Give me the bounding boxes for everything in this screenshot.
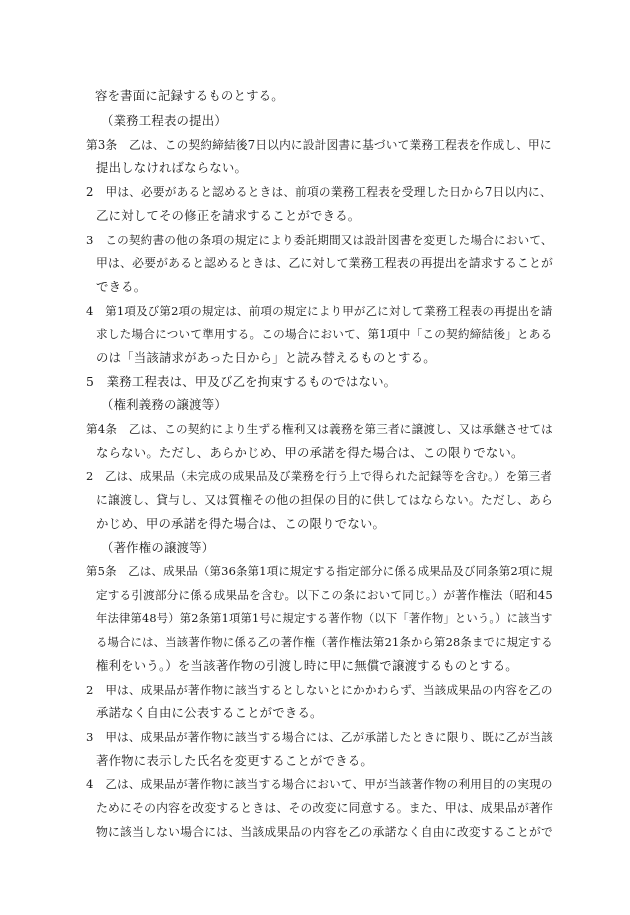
text-line: 容を書面に記録するものとする。	[95, 88, 284, 103]
text-line: 定する引渡部分に係る成果品を含む。以下この条において同じ。）が著作権法（昭和45	[96, 588, 553, 602]
clause-line: 2 乙は、成果品（未完成の成果品及び業務を行う上で得られた記録等を含む。）を第三者	[86, 469, 552, 483]
text-line: のは「当該請求があった日から」と読み替えるものとする。	[96, 350, 436, 365]
text-line: ならない。ただし、あらかじめ、甲の承諾を得た場合は、この限りでない。	[96, 445, 524, 460]
clause-line: 4 乙は、成果品が著作物に該当する場合において、甲が当該著作物の利用目的の実現の	[86, 777, 553, 791]
clause-line: 3 この契約書の他の条項の規定により委託期間又は設計図書を変更した場合において、	[86, 233, 553, 247]
text-line: 著作物に表示した氏名を変更することができる。	[96, 753, 373, 768]
text-line: 求した場合について準用する。この場合において、第1項中「この契約締結後」とある	[96, 327, 553, 341]
text-line: できる。	[96, 279, 147, 294]
article-line: 第5条 乙は、成果品（第36条第1項に規定する指定部分に係る成果品及び同条第2項に規	[86, 564, 553, 578]
text-line: る場合には、当該著作物に係る乙の著作権（著作権法第21条から第28条までに規定する	[96, 635, 553, 649]
section-heading: （権利義務の譲渡等）	[101, 397, 227, 412]
section-heading: （業務工程表の提出）	[101, 113, 227, 128]
text-line: 年法律第48号）第2条第1項第1号に規定する著作物（以下「著作物」という。）に該当す	[96, 612, 553, 625]
text-line: 物に該当しない場合には、当該成果品の内容を乙の承諾なく自由に改変することがで	[96, 825, 554, 839]
clause-line: 5 業務工程表は、甲及び乙を拘束するものではない。	[86, 374, 397, 389]
clause-line: 2 甲は、必要があると認めるときは、前項の業務工程表を受理した日から7日以内に、	[86, 185, 552, 199]
text-line: に譲渡し、貸与し、又は質権その他の担保の目的に供してはならない。ただし、あら	[96, 493, 554, 507]
text-line: かじめ、甲の承諾を得た場合は、この限りでない。	[96, 516, 386, 531]
text-line: 権利をいう。）を当該著作物の引渡し時に甲に無償で譲渡するものとする。	[96, 658, 518, 673]
clause-line: 4 第1項及び第2項の規定は、前項の規定により甲が乙に対して業務工程表の再提出を請	[86, 304, 553, 318]
section-heading: （著作権の譲渡等）	[101, 540, 215, 555]
text-line: 甲は、必要があると認めるときは、乙に対して業務工程表の再提出を請求することが	[96, 256, 554, 270]
text-line: ためにその内容を改変するときは、その改変に同意する。また、甲は、成果品が著作	[96, 801, 554, 815]
article-line: 第4条 乙は、この契約により生ずる権利又は義務を第三者に譲渡し、又は承継させては	[86, 422, 553, 436]
clause-line: 2 甲は、成果品が著作物に該当するとしないとにかかわらず、当該成果品の内容を乙の	[86, 683, 553, 697]
text-line: 提出しなければならない。	[96, 160, 248, 175]
clause-line: 3 甲は、成果品が著作物に該当する場合には、乙が承諾したときに限り、既に乙が当該	[86, 730, 553, 744]
text-line: 乙に対してその修正を請求することができる。	[96, 208, 361, 223]
article-line: 第3条 乙は、この契約締結後7日以内に設計図書に基づいて業務工程表を作成し、甲に	[86, 138, 552, 152]
text-line: 承諾なく自由に公表することができる。	[96, 705, 323, 720]
